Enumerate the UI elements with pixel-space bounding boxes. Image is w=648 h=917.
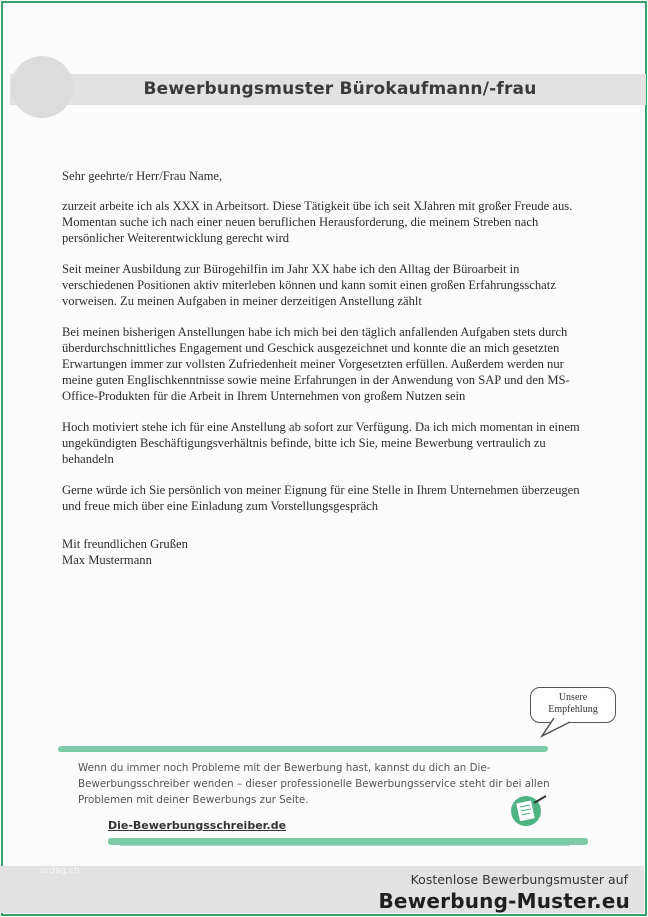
brush-stroke-top-accent <box>70 749 540 752</box>
letter-paragraph: Gerne würde ich Sie persönlich von meiner Eignung für eine Stelle in Ihrem Unternehmen überzeugen und freue mich über eine Einladung zum Vorstellungsgespräch <box>62 483 580 513</box>
letter-paragraph: Seit meiner Ausbildung zur Bürogehilfin im Jahr XX habe ich den Alltag der Büroarbeit in verschiedenen Positionen aktiv miterleben können und kann somit einen großen Erfahrungsschatz vorweisen. Zu meinen Aufgaben in meiner derzeitigen Anstellung zählt <box>62 262 556 308</box>
bubble-line-2: Empfehlung <box>548 704 598 715</box>
document-check-icon <box>506 793 550 829</box>
speech-bubble-tail-icon <box>540 718 580 740</box>
letter-paragraph: Bei meinen bisherigen Anstellungen habe ich mich bei den täglich anfallenden Aufgaben stets durch überdurchschnittliches Engagement und Geschick ausgezeichnet und konnte die an mich gesetzten Erwartungen immer zur vollsten Zufriedenheit meiner Vorgesetzten erfüllen. Außerdem werden nur meine guten Englischkenntnisse sowie meine Erfahrungen in der Anwendung von SAP und den MS-Office-Produkten für die Arbeit in Ihrem Unternehmen von großem Nutzen sein <box>62 325 570 403</box>
page-title: Bewerbungsmuster Bürokaufmann/-frau <box>143 79 537 99</box>
recommendation-text: Wenn du immer noch Probleme mit der Bewerbung hast, kannst du dich an Die-Bewerbungsschreiber wenden – dieser professionelle Bewerbungsservice steht dir bei allen Problemen mit deiner Bewerbungs zur Seite. <box>78 762 550 806</box>
letter-greeting: Sehr geehrte/r Herr/Frau Name, <box>62 169 223 183</box>
letter-closing: Mit freundlichen Grußen <box>62 537 188 551</box>
letter-paragraph: zurzeit arbeite ich als XXX in Arbeitsort. Diese Tätigkeit übe ich seit XJahren mit großer Freude aus. Momentan suche ich nach einer neuen beruflichen Herausforderung, die meinem Streben nach persönlicher Weiterentwicklung gerecht wird <box>62 199 573 245</box>
footer-site-name[interactable]: Bewerbung-Muster.eu <box>378 889 630 913</box>
letter-signature: Max Mustermann <box>62 553 152 567</box>
bewerbungsschreiber-link[interactable]: Die-Bewerbungsschreiber.de <box>108 819 287 832</box>
letter-sign-off <box>62 536 592 568</box>
brush-stroke-bottom-accent <box>120 843 570 846</box>
letter-paragraph: Hoch motiviert stehe ich für eine Anstellung ab sofort zur Verfügung. Da ich mich momentan in einem ungekündigten Beschäftigungsverhältnis befinde, bitte ich Sie, meine Bewerbung vertraulich zu behandeln <box>62 420 580 466</box>
letter-body <box>62 168 592 568</box>
header-circle-decoration <box>11 56 73 118</box>
bubble-line-1: Unsere <box>558 692 588 703</box>
footer-tagline: Kostenlose Bewerbungsmuster auf <box>410 872 628 887</box>
footer-watermark: urdag.ch <box>40 866 80 876</box>
